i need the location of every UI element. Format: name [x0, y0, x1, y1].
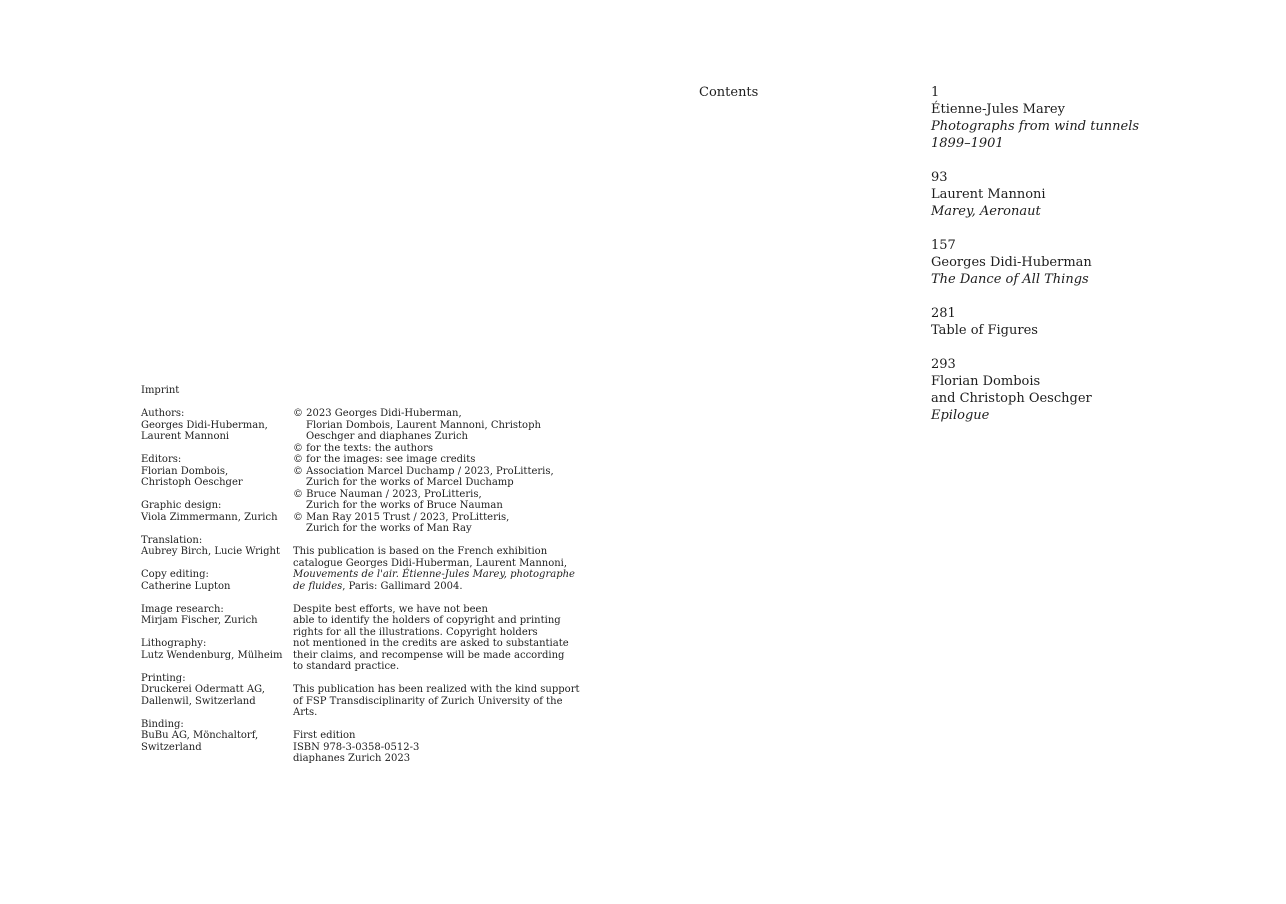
credit-value: Catherine Lupton [141, 580, 231, 592]
entry-author: Georges Didi-Huberman [931, 255, 1092, 270]
credit-value: Aubrey Birch, Lucie Wright [141, 546, 280, 557]
credit-value: Druckerei Odermatt AG, [141, 684, 265, 695]
contents-entry [931, 356, 1139, 424]
contents-entry [931, 84, 1139, 152]
edition-block [293, 730, 593, 765]
legal-column [293, 408, 593, 765]
support-block [293, 684, 593, 719]
imprint-title: Imprint [141, 385, 180, 396]
credit-lithography [141, 638, 293, 661]
based-on-line: catalogue Georges Didi-Huberman, Laurent Mannoni, [293, 557, 568, 569]
credit-value: Lutz Wendenburg, Mülheim [141, 649, 283, 661]
copyright-line: © Man Ray 2015 Trust / 2023, ProLitteris, [293, 511, 510, 523]
support-line: Arts. [293, 707, 318, 718]
contents-entry [931, 305, 1139, 339]
based-on-title: de fluides [293, 580, 343, 592]
credit-value: Georges Didi-Huberman, [141, 419, 268, 431]
copyright-line: © for the images: see image credits [293, 454, 476, 465]
credit-image-research [141, 604, 293, 627]
credit-label: Lithography: [141, 638, 207, 649]
credit-binding [141, 719, 293, 754]
copyright-line: Oeschger and diaphanes Zurich [306, 431, 468, 442]
copyright-line: Florian Dombois, Laurent Mannoni, Christoph [306, 419, 541, 431]
entry-page-number: 1 [931, 85, 940, 100]
credits-column [141, 408, 293, 765]
rights-line: Despite best efforts, we have not been [293, 603, 488, 615]
edition-line: First edition [293, 730, 356, 741]
rights-line: not mentioned in the credits are asked to substantiate [293, 638, 569, 649]
contents-list [931, 84, 1139, 441]
rights-line: rights for all the illustrations. Copyright holders [293, 626, 538, 638]
credit-label: Printing: [141, 672, 186, 684]
credit-label: Binding: [141, 718, 184, 730]
based-on-line: This publication is based on the French exhibition [293, 546, 548, 557]
copyright-line: © Association Marcel Duchamp / 2023, ProLitteris, [293, 465, 554, 477]
credit-value: Laurent Mannoni [141, 431, 230, 442]
support-line: of FSP Transdisciplinarity of Zurich University of the [293, 695, 563, 707]
rights-line: to standard practice. [293, 661, 400, 672]
copyright-line: © Bruce Nauman / 2023, ProLitteris, [293, 488, 482, 500]
imprint-columns [141, 408, 593, 765]
credit-value: Florian Dombois, [141, 465, 229, 477]
credit-printing [141, 673, 293, 708]
credit-copy-editing [141, 569, 293, 592]
credit-label: Translation: [141, 534, 203, 546]
entry-title: The Dance of All Things [931, 272, 1089, 287]
credit-authors [141, 408, 293, 443]
credit-graphic-design [141, 500, 293, 523]
based-on-publisher: , Paris: Gallimard 2004. [342, 580, 463, 592]
contents-heading: Contents [699, 85, 759, 100]
imprint [141, 385, 593, 765]
entry-author: Florian Dombois [931, 374, 1041, 389]
credit-translation [141, 535, 293, 558]
rights-line: their claims, and recompense will be made according [293, 649, 565, 661]
entry-author: Laurent Mannoni [931, 187, 1046, 202]
entry-page-number: 281 [931, 306, 956, 321]
credit-label: Copy editing: [141, 569, 209, 580]
credit-value: BuBu AG, Mönchaltorf, [141, 730, 259, 741]
copyright-block [293, 408, 593, 535]
based-on-title: Mouvements de l'air. Étienne-Jules Marey, photographe [293, 569, 575, 580]
rights-block [293, 604, 593, 673]
right-page [643, 0, 1286, 904]
entry-page-number: 157 [931, 238, 956, 253]
entry-title: Photographs from wind tunnels [931, 119, 1140, 134]
copyright-line: Zurich for the works of Man Ray [306, 523, 472, 534]
rights-line: able to identify the holders of copyright and printing [293, 615, 561, 626]
isbn-line: ISBN 978-3-0358-0512-3 [293, 741, 420, 753]
credit-label: Graphic design: [141, 500, 222, 511]
entry-author: and Christoph Oeschger [931, 391, 1092, 406]
based-on-block [293, 546, 593, 592]
support-line: This publication has been realized with the kind support [293, 684, 580, 695]
credit-value: Switzerland [141, 741, 202, 753]
credit-value: Mirjam Fischer, Zurich [141, 615, 258, 626]
entry-page-number: 293 [931, 357, 956, 372]
copyright-line: © 2023 Georges Didi-Huberman, [293, 408, 462, 419]
publisher-line: diaphanes Zurich 2023 [293, 753, 411, 764]
entry-title: Marey, Aeronaut [931, 204, 1041, 219]
credit-label: Authors: [141, 408, 185, 419]
credit-editors [141, 454, 293, 489]
entry-title: Epilogue [931, 408, 990, 423]
contents-entry [931, 237, 1139, 288]
credit-label: Image research: [141, 603, 224, 615]
contents-entry [931, 169, 1139, 220]
entry-title: 1899–1901 [931, 136, 1004, 151]
copyright-line: Zurich for the works of Bruce Nauman [306, 500, 503, 511]
copyright-line: Zurich for the works of Marcel Duchamp [306, 477, 514, 488]
entry-author: Table of Figures [931, 323, 1038, 338]
credit-value: Viola Zimmermann, Zurich [141, 511, 278, 523]
credit-value: Dallenwil, Switzerland [141, 695, 256, 707]
entry-author: Étienne-Jules Marey [931, 102, 1065, 117]
based-on-line [293, 581, 593, 593]
credit-label: Editors: [141, 454, 182, 465]
copyright-line: © for the texts: the authors [293, 442, 434, 454]
entry-page-number: 93 [931, 170, 948, 185]
credit-value: Christoph Oeschger [141, 477, 243, 488]
